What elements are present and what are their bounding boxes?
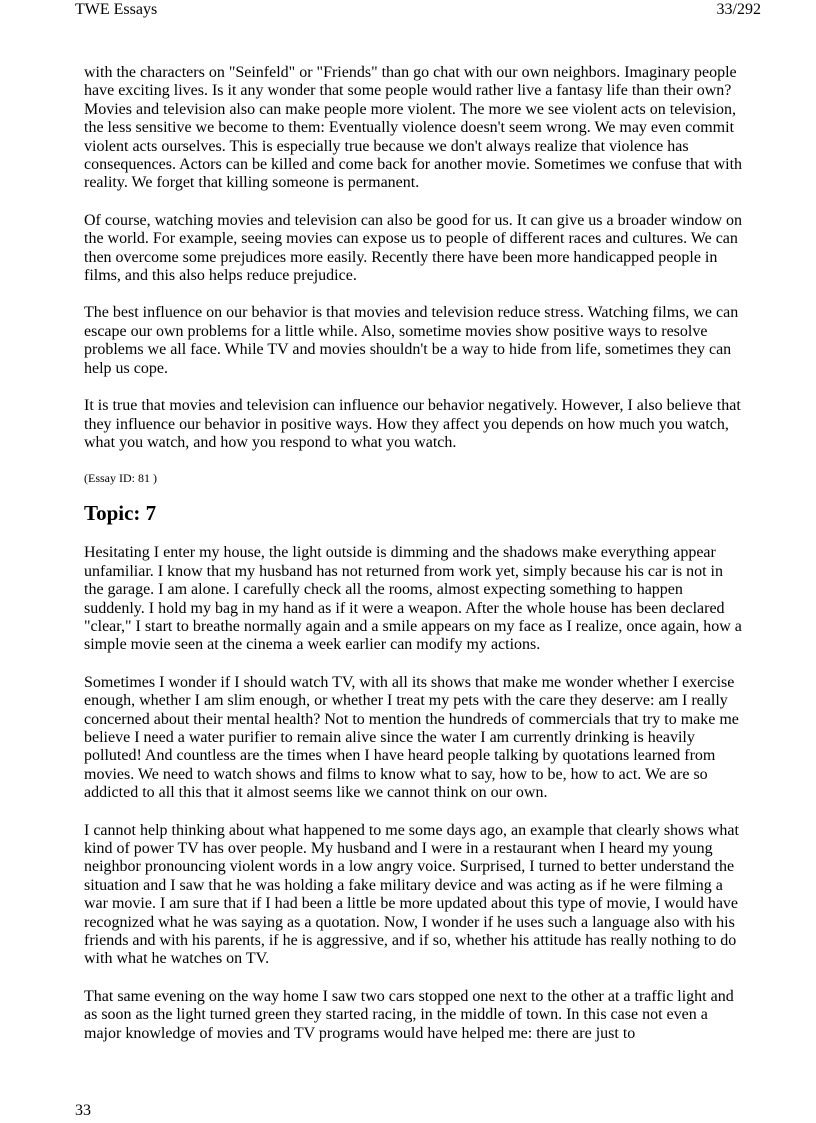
- essay-paragraph: That same evening on the way home I saw two cars stopped one next to the other at a traffic light and as soon as the light turned green they started racing, in the middle of town. In this case not even a major knowledge of movies and TV programs would have helped me: there are just to: [84, 987, 734, 1042]
- essay-paragraph: Of course, watching movies and television can also be good for us. It can give us a broader window on the world. For example, seeing movies can expose us to people of different races and cultures. We can then overcome some prejudices more easily. Recently there have been more handicapped people in films, and this also helps reduce prejudice.: [84, 211, 743, 285]
- essay-paragraph: I cannot help thinking about what happened to me some days ago, an example that clearly shows what kind of power TV has over people. My husband and I were in a restaurant when I heard my young neighbor pronouncing violent words in a low angry voice. Surprised, I turned to better understand the situation and I saw that he was holding a fake military device and was acting as if he were filming a war movie. I am sure that if I had been a little be more updated about this type of movie, I would have recognized what he was saying as a quotation. Now, I wonder if he uses such a language also with his friends and with his parents, if he is aggressive, and if so, whether his attitude has really nothing to do with what he watches on TV.: [84, 821, 739, 968]
- running-header-title: TWE Essays: [75, 1, 158, 18]
- essay-paragraph: The best influence on our behavior is that movies and television reduce stress. Watching films, we can escape our own problems for a little while. Also, sometime movies show positive ways to resolve problems we all face. While TV and movies shouldn't be a way to hide from life, sometimes they can help us cope.: [84, 304, 739, 377]
- essay-paragraph: It is true that movies and television can influence our behavior negatively. However, I also believe that they influence our behavior in positive ways. How they affect you depends on how much you watch, what you watch, and how you respond to what you watch.: [84, 397, 741, 451]
- essay-paragraph: Sometimes I wonder if I should watch TV, with all its shows that make me wonder whether I exercise enough, whether I am slim enough, or whether I treat my pets with the care they deserve: am I really concerned about their mental health? Not to mention the hundreds of commercials that try to make me believe I need a water purifier to remain alive since the water I am currently drinking is heavily polluted! And countless are the times when I have heard people talking by quotations learned from movies. We need to watch shows and films to know what to say, how to be, how to act. We are so addicted to all this that it almost seems like we cannot think on our own.: [84, 673, 739, 802]
- essay-paragraph: Hesitating I enter my house, the light outside is dimming and the shadows make everything appear unfamiliar. I know that my husband has not returned from work yet, simply because his car is not in the garage. I am alone. I carefully check all the rooms, almost expecting something to happen suddenly. I hold my bag in my hand as if it were a weapon. After the whole house has been declared "clear," I start to breathe normally again and a smile appears on my face as I realize, once again, how a simple movie seen at the cinema a week earlier can modify my actions.: [84, 544, 742, 654]
- page-content: [84, 64, 744, 1062]
- essay-id-label: (Essay ID: 81 ): [84, 471, 157, 486]
- page-number: 33: [75, 1102, 91, 1119]
- essay-paragraph: with the characters on "Seinfeld" or "Friends" than go chat with our own neighbors. Imaginary people have exciting lives. Is it any wonder that some people would rather live a fantasy life than their own? Movies and television also can make people more violent. The more we see violent acts on television, the less sensitive we become to them: Eventually violence doesn't seem wrong. We may even commit violent acts ourselves. This is especially true because we don't always realize that violence has consequences. Actors can be killed and come back for another movie. Sometimes we confuse that with reality. We forget that killing someone is permanent.: [84, 64, 743, 192]
- page-counter: 33/292: [716, 1, 761, 18]
- topic-heading: Topic: 7: [84, 501, 157, 526]
